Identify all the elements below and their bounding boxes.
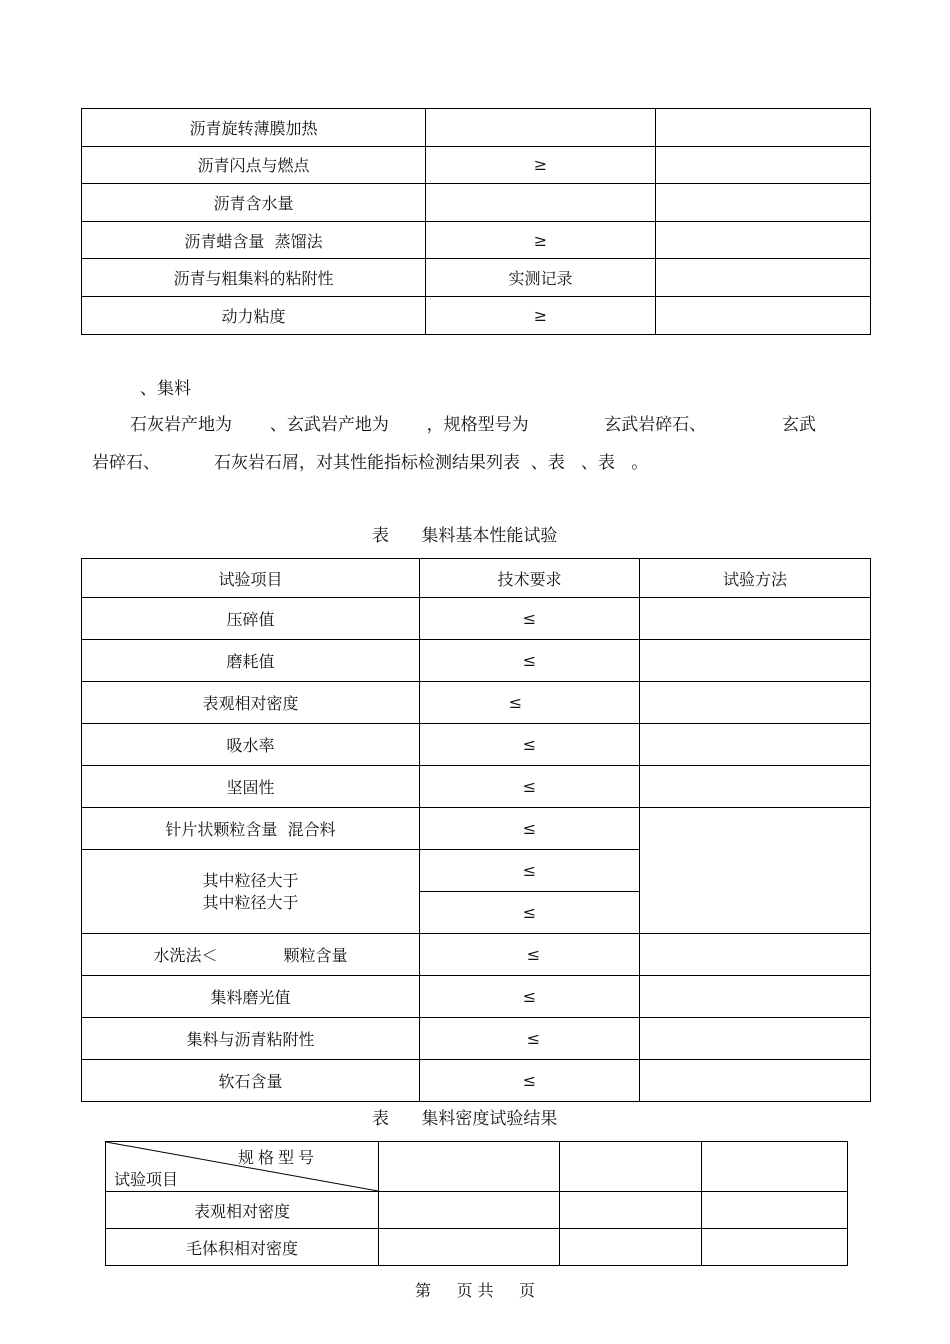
table-row (82, 109, 871, 147)
section-heading: 、集料 (140, 379, 191, 399)
requirement-cell: ≤ (420, 808, 640, 850)
table-row (82, 259, 871, 297)
method-cell (656, 184, 871, 222)
spec-model-label: 规格型号 (238, 1148, 319, 1167)
requirement-cell: ≤ (420, 640, 640, 682)
method-cell (640, 598, 871, 640)
method-cell (640, 766, 871, 808)
test-item-cell: 动力粘度 (82, 296, 426, 334)
requirement-cell: ≤ (420, 766, 640, 808)
spec-cell (379, 1142, 560, 1192)
table-row (82, 1060, 871, 1102)
requirement-cell: ≤ (420, 724, 640, 766)
size-label-b: 其中粒径大于 (202, 892, 299, 912)
table-caption: 表 集料密度试验结果 (372, 1109, 558, 1129)
requirement-text: ≤ (526, 945, 541, 964)
method-cell (640, 934, 871, 976)
table-row (82, 766, 871, 808)
value-cell (560, 1229, 702, 1266)
test-item-cell: 水洗法＜ 颗粒含量 (82, 934, 420, 976)
table-row (82, 1018, 871, 1060)
test-item-cell: 吸水率 (82, 724, 420, 766)
method-cell (656, 259, 871, 297)
table-row (106, 1192, 848, 1229)
aggregate-density-table (105, 1141, 848, 1266)
test-item-cell: 针片状颗粒含量 混合料 (82, 808, 420, 850)
requirement-cell: ≤ (420, 976, 640, 1018)
method-cell (656, 221, 871, 259)
requirement-cell (426, 109, 656, 147)
paragraph-line-1: 石灰岩产地为 、玄武岩产地为 ，规格型号为 玄武岩碎石、 玄武 (130, 415, 816, 435)
test-item-cell: 沥青闪点与燃点 (82, 146, 426, 184)
requirement-text: ≤ (526, 1029, 541, 1048)
method-cell (656, 296, 871, 334)
method-cell (640, 724, 871, 766)
test-item-cell: 沥青与粗集料的粘附性 (82, 259, 426, 297)
table-row (82, 976, 871, 1018)
page-footer: 第 页 共 页 (415, 1281, 535, 1300)
method-cell (640, 1060, 871, 1102)
requirement-cell: ≤ (420, 892, 640, 934)
table-row (82, 640, 871, 682)
requirement-cell: 实测记录 (426, 259, 656, 297)
requirement-text: ≤ (508, 693, 523, 712)
value-cell (379, 1229, 560, 1266)
aggregate-basic-properties-table (81, 558, 871, 1102)
table-header-row (106, 1142, 848, 1192)
table-row (82, 296, 871, 334)
requirement-cell: ≤ (420, 1060, 640, 1102)
test-item-cell: 压碎值 (82, 598, 420, 640)
table-row (82, 221, 871, 259)
test-item-cell: 坚固性 (82, 766, 420, 808)
value-cell (379, 1192, 560, 1229)
requirement-cell: ≥ (426, 146, 656, 184)
header-requirement: 技术要求 (420, 559, 640, 598)
diagonal-header-cell (106, 1142, 379, 1192)
requirement-cell (420, 934, 640, 976)
table-row (82, 808, 871, 850)
requirement-cell: ≤ (420, 598, 640, 640)
test-item-cell: 集料与沥青粘附性 (82, 1018, 420, 1060)
requirement-cell: ≥ (426, 296, 656, 334)
table-row (82, 598, 871, 640)
test-item-cell: 毛体积相对密度 (106, 1229, 379, 1266)
requirement-cell: ≥ (426, 221, 656, 259)
table-caption: 表 集料基本性能试验 (372, 526, 558, 546)
requirement-cell (420, 1018, 640, 1060)
header-method: 试验方法 (640, 559, 871, 598)
table-row (82, 934, 871, 976)
value-cell (702, 1229, 848, 1266)
value-cell (560, 1192, 702, 1229)
test-item-cell: 集料磨光值 (82, 976, 420, 1018)
test-item-cell: 沥青蜡含量 蒸馏法 (82, 221, 426, 259)
value-cell (702, 1192, 848, 1229)
method-cell (640, 1018, 871, 1060)
header-test-item: 试验项目 (82, 559, 420, 598)
test-item-cell: 表观相对密度 (82, 682, 420, 724)
method-cell (656, 109, 871, 147)
method-cell (640, 682, 871, 724)
requirement-cell: ≤ (420, 850, 640, 892)
table-row (106, 1229, 848, 1266)
size-label-a: 其中粒径大于 (202, 870, 299, 890)
test-item-cell: 磨耗值 (82, 640, 420, 682)
asphalt-test-table (81, 108, 871, 335)
method-cell-merged (640, 808, 871, 934)
method-cell (640, 640, 871, 682)
paragraph-line-2: 岩碎石、 石灰岩石屑，对其性能指标检测结果列表 、表 、表 。 (92, 453, 649, 473)
test-item-cell: 表观相对密度 (106, 1192, 379, 1229)
test-item-cell: 沥青含水量 (82, 184, 426, 222)
spec-cell (702, 1142, 848, 1192)
table-row (82, 184, 871, 222)
table-row (82, 682, 871, 724)
test-item-cell-merged (82, 850, 420, 934)
requirement-cell (420, 682, 640, 724)
test-item-cell: 沥青旋转薄膜加热 (82, 109, 426, 147)
test-item-label: 试验项目 (114, 1170, 179, 1189)
method-cell (656, 146, 871, 184)
test-item-cell: 软石含量 (82, 1060, 420, 1102)
table-header-row (82, 559, 871, 598)
table-row (82, 724, 871, 766)
spec-cell (560, 1142, 702, 1192)
method-cell (640, 976, 871, 1018)
table-row (82, 146, 871, 184)
requirement-cell (426, 184, 656, 222)
